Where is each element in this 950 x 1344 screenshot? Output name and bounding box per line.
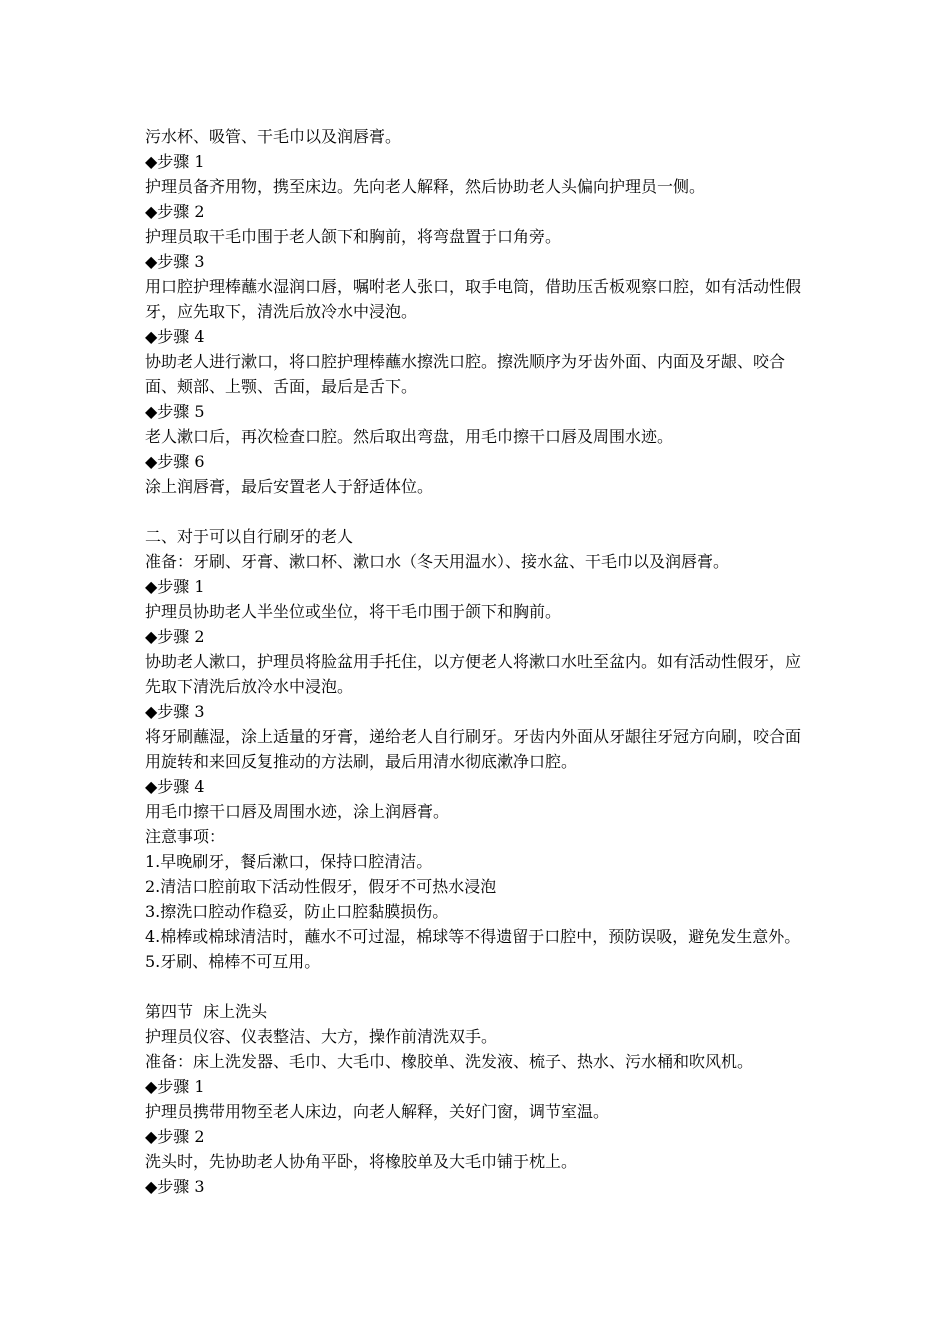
step-label: ◆步骤 6 (145, 452, 205, 471)
step-label: ◆步骤 3 (145, 252, 205, 271)
step-text: 老人漱口后，再次检查口腔。然后取出弯盘，用毛巾擦干口唇及周围水迹。 (145, 427, 674, 446)
step-label: ◆步骤 3 (145, 702, 205, 721)
note-item: 3.擦洗口腔动作稳妥，防止口腔黏膜损伤。 (145, 902, 449, 921)
step-text: 护理员协助老人半坐位或坐位，将干毛巾围于颌下和胸前。 (145, 602, 562, 621)
step-text: 协助老人进行漱口，将口腔护理棒蘸水擦洗口腔。擦洗顺序为牙齿外面、内面及牙龈、咬合面、颊部、上颚、舌面，最后是舌下。 (145, 352, 786, 396)
step-label: ◆步骤 4 (145, 777, 205, 796)
note-item: 2.清洁口腔前取下活动性假牙，假牙不可热水浸泡 (145, 877, 497, 896)
section-a-intro: 污水杯、吸管、干毛巾以及润唇膏。 (145, 127, 402, 146)
step-label: ◆步骤 4 (145, 327, 205, 346)
note-item: 1.早晚刷牙，餐后漱口，保持口腔清洁。 (145, 852, 433, 871)
preparation-text: 准备：床上洗发器、毛巾、大毛巾、橡胶单、洗发液、梳子、热水、污水桶和吹风机。 (145, 1052, 754, 1071)
step-text: 护理员备齐用物，携至床边。先向老人解释，然后协助老人头偏向护理员一侧。 (145, 177, 706, 196)
blank-line (145, 974, 815, 999)
step-label: ◆步骤 2 (145, 627, 205, 646)
blank-line (145, 499, 815, 524)
note-item: 5.牙刷、棉棒不可互用。 (145, 952, 321, 971)
step-label: ◆步骤 5 (145, 402, 205, 421)
note-item: 4.棉棒或棉球清洁时，蘸水不可过湿，棉球等不得遗留于口腔中，预防误吸，避免发生意外。 (145, 927, 801, 946)
step-text: 洗头时，先协助老人协角平卧，将橡胶单及大毛巾铺于枕上。 (145, 1152, 578, 1171)
step-label: ◆步骤 1 (145, 577, 205, 596)
step-text: 护理员取干毛巾围于老人颌下和胸前，将弯盘置于口角旁。 (145, 227, 562, 246)
step-text: 将牙刷蘸湿，涂上适量的牙膏，递给老人自行刷牙。牙齿内外面从牙龈往牙冠方向刷，咬合面用旋转和来回反复推动的方法刷，最后用清水彻底漱净口腔。 (145, 727, 802, 771)
hygiene-text: 护理员仪容、仪表整洁、大方，操作前清洗双手。 (145, 1027, 498, 1046)
notes-title: 注意事项： (145, 827, 226, 846)
section-heading: 第四节 床上洗头 (145, 1002, 268, 1021)
step-label: ◆步骤 2 (145, 202, 205, 221)
step-text: 协助老人漱口，护理员将脸盆用手托住，以方便老人将漱口水吐至盆内。如有活动性假牙，应先取下清洗后放冷水中浸泡。 (145, 652, 802, 696)
document-page (145, 124, 815, 1199)
step-label: ◆步骤 1 (145, 1077, 205, 1096)
step-text: 用口腔护理棒蘸水湿润口唇，嘱咐老人张口，取手电筒，借助压舌板观察口腔，如有活动性假牙，应先取下，清洗后放冷水中浸泡。 (145, 277, 802, 321)
step-text: 护理员携带用物至老人床边，向老人解释，关好门窗，调节室温。 (145, 1102, 610, 1121)
step-label: ◆步骤 1 (145, 152, 205, 171)
step-label: ◆步骤 3 (145, 1177, 205, 1196)
step-text: 用毛巾擦干口唇及周围水迹，涂上润唇膏。 (145, 802, 450, 821)
step-label: ◆步骤 2 (145, 1127, 205, 1146)
preparation-text: 准备：牙刷、牙膏、漱口杯、漱口水（冬天用温水）、接水盆、干毛巾以及润唇膏。 (145, 552, 730, 571)
section-heading: 二、对于可以自行刷牙的老人 (145, 527, 354, 546)
step-text: 涂上润唇膏，最后安置老人于舒适体位。 (145, 477, 434, 496)
